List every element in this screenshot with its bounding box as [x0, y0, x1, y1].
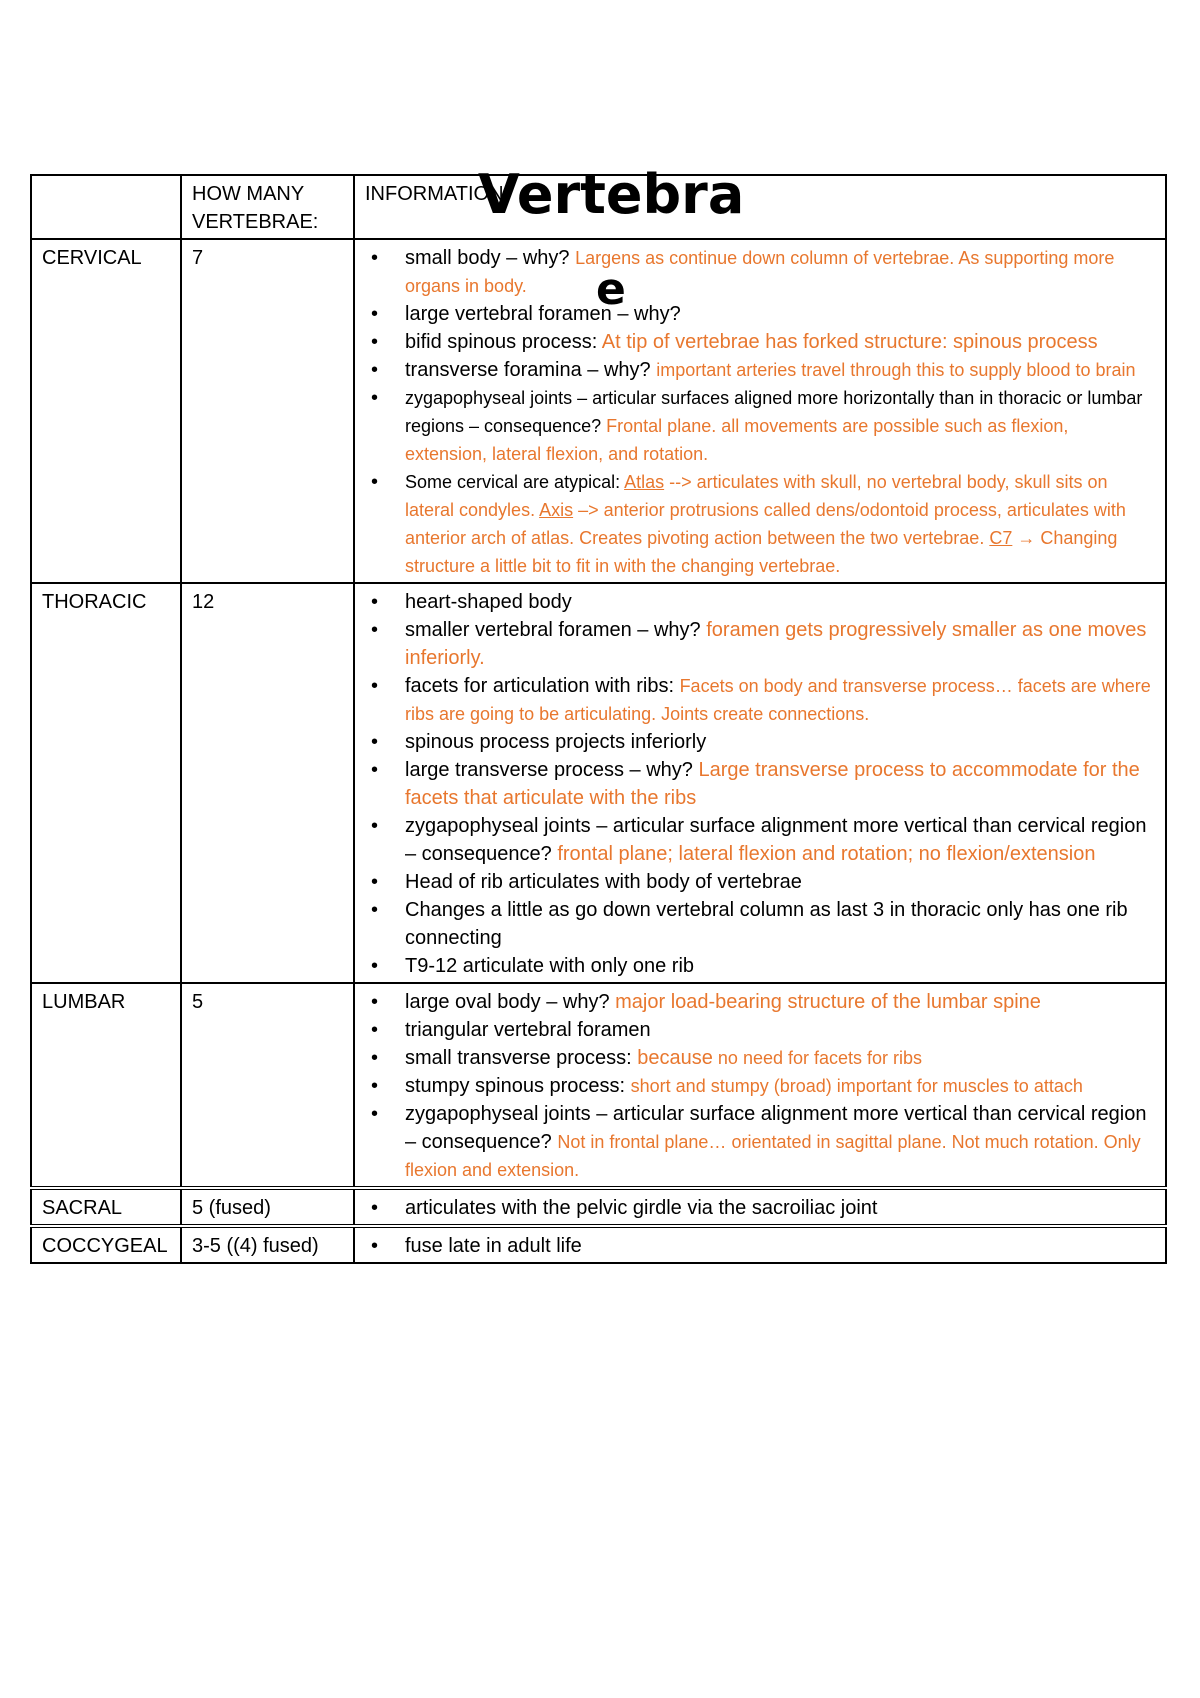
table-row-thoracic	[31, 583, 1166, 983]
question-text: T9-12 articulate with only one rib	[405, 955, 695, 977]
question-text: large vertebral foramen – why?	[405, 303, 681, 325]
region-cell: LUMBAR	[31, 983, 181, 1188]
header-cell-information: INFORMATION	[354, 175, 1166, 239]
answer-text: major load-bearing structure of the lumbar spine	[615, 991, 1041, 1013]
answer-text: foramen gets progressively smaller as one moves inferiorly.	[405, 619, 1147, 669]
count-cell: 5 (fused)	[181, 1188, 354, 1226]
info-cell	[354, 1226, 1166, 1263]
list-item	[405, 356, 1155, 384]
question-text: stumpy spinous process:	[405, 1075, 631, 1097]
question-text: zygapophyseal joints – articular surface alignment more vertical than cervical region – consequence?	[405, 1103, 1147, 1153]
answer-text: no need for facets for ribs	[712, 1048, 923, 1068]
info-cell	[354, 239, 1166, 583]
question-text: fuse late in adult life	[405, 1235, 582, 1257]
atlas-term: Atlas	[624, 472, 665, 492]
info-list	[365, 1232, 1155, 1260]
question-text: large oval body – why?	[405, 991, 616, 1013]
list-item	[405, 1100, 1155, 1184]
table-row-lumbar	[31, 983, 1166, 1188]
list-item	[405, 756, 1155, 812]
answer-text: Not in frontal plane… orientated in sagittal plane. Not much rotation. Only flexion and extension.	[405, 1132, 1141, 1180]
answer-text: At tip of vertebrae has forked structure: spinous process	[601, 331, 1098, 353]
c7-term: C7	[989, 528, 1013, 548]
answer-text: Facets on body and transverse process… facets are where ribs are going to be articulating. Joints create connections.	[405, 676, 1151, 724]
list-item	[405, 1044, 1155, 1072]
question-text: small transverse process:	[405, 1047, 638, 1069]
list-item	[405, 588, 1155, 616]
list-item	[405, 812, 1155, 868]
region-cell: THORACIC	[31, 583, 181, 983]
question-text: zygapophyseal joints – articular surfaces aligned more horizontally than in thoracic or lumbar regions – consequence?	[405, 388, 1143, 436]
answer-text: because	[637, 1047, 713, 1069]
page-title-wrap: e	[596, 264, 626, 315]
list-item	[405, 672, 1155, 728]
vertebrae-table	[30, 174, 1167, 1264]
question-text: Some cervical are atypical:	[405, 472, 625, 492]
list-item	[405, 868, 1155, 896]
question-text: heart-shaped body	[405, 591, 572, 613]
info-cell	[354, 983, 1166, 1188]
count-cell: 7	[181, 239, 354, 583]
count-cell: 5	[181, 983, 354, 1188]
axis-term: Axis	[539, 500, 574, 520]
list-item	[405, 616, 1155, 672]
question-text: articulates with the pelvic girdle via the sacroiliac joint	[405, 1197, 878, 1219]
info-list	[365, 1194, 1155, 1222]
list-item	[405, 1194, 1155, 1222]
header-cell-count: HOW MANY VERTEBRAE:	[181, 175, 354, 239]
list-item	[405, 1016, 1155, 1044]
list-item	[405, 988, 1155, 1016]
list-item	[405, 1072, 1155, 1100]
info-list	[365, 588, 1155, 980]
page-title: Vertebra	[478, 163, 745, 226]
header-cell-empty	[31, 175, 181, 239]
question-text: facets for articulation with ribs:	[405, 675, 680, 697]
region-cell: SACRAL	[31, 1188, 181, 1226]
info-cell	[354, 1188, 1166, 1226]
question-text: large transverse process – why?	[405, 759, 699, 781]
answer-text: –> anterior protrusions called dens/odontoid process, articulates with anterior arch of atlas. Creates pivoting action between the two vertebrae.	[405, 500, 1126, 548]
answer-text: Large transverse process to accommodate for the facets that articulate with the ribs	[405, 759, 1140, 809]
question-text: smaller vertebral foramen – why?	[405, 619, 707, 641]
info-list	[365, 988, 1155, 1184]
info-list	[365, 244, 1155, 580]
question-text: zygapophyseal joints – articular surface alignment more vertical than cervical region – consequence?	[405, 815, 1147, 865]
count-cell: 3-5 ((4) fused)	[181, 1226, 354, 1263]
list-item	[405, 384, 1155, 468]
answer-text: --> articulates with skull, no vertebral body, skull sits on lateral condyles.	[405, 472, 1108, 520]
answer-text: short and stumpy (broad) important for muscles to attach	[630, 1076, 1083, 1096]
answer-text: → Changing structure a little bit to fit in with the changing vertebrae.	[405, 528, 1118, 576]
table-row-sacral	[31, 1188, 1166, 1226]
question-text: triangular vertebral foramen	[405, 1019, 651, 1041]
question-text: small body – why?	[405, 247, 576, 269]
answer-text: important arteries travel through this to supply blood to brain	[656, 360, 1136, 380]
list-item	[405, 896, 1155, 952]
list-item	[405, 468, 1155, 580]
question-text: spinous process projects inferiorly	[405, 731, 707, 753]
region-cell: COCCYGEAL	[31, 1226, 181, 1263]
list-item	[405, 300, 1155, 328]
count-cell: 12	[181, 583, 354, 983]
list-item	[405, 244, 1155, 300]
table-row-coccygeal	[31, 1226, 1166, 1263]
answer-text: Largens as continue down column of vertebrae. As supporting more organs in body.	[405, 248, 1115, 296]
question-text: Changes a little as go down vertebral column as last 3 in thoracic only has one rib connecting	[405, 899, 1128, 949]
region-cell: CERVICAL	[31, 239, 181, 583]
list-item	[405, 728, 1155, 756]
list-item	[405, 952, 1155, 980]
answer-text: Frontal plane. all movements are possible such as flexion, extension, lateral flexion, and rotation.	[405, 416, 1069, 464]
answer-text: frontal plane; lateral flexion and rotation; no flexion/extension	[557, 843, 1096, 865]
list-item	[405, 328, 1155, 356]
question-text: Head of rib articulates with body of vertebrae	[405, 871, 802, 893]
question-text: transverse foramina – why?	[405, 359, 657, 381]
info-cell	[354, 583, 1166, 983]
question-text: bifid spinous process:	[405, 331, 602, 353]
list-item	[405, 1232, 1155, 1260]
